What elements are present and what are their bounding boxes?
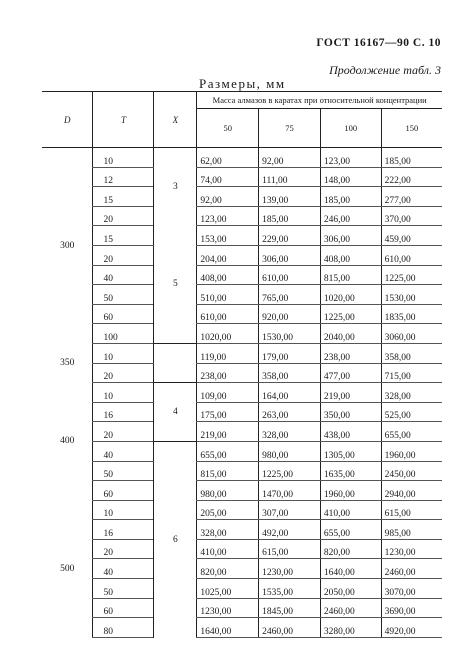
cell-t: 40 [93,265,154,285]
cell-t: 20 [93,539,154,559]
table-row [42,461,442,481]
cell-mass: 350,00 [320,402,381,422]
cell-mass: 655,00 [197,441,259,461]
cell-t: 10 [93,383,154,403]
cell-mass: 4920,00 [381,618,442,638]
cell-mass: 1470,00 [259,481,321,501]
cell-mass: 306,00 [320,226,381,246]
cell-t: 50 [93,579,154,599]
cell-t: 60 [93,304,154,324]
cell-mass: 123,00 [320,148,381,168]
cell-mass: 985,00 [381,520,442,540]
column-header-conc-150: 150 [381,109,442,148]
cell-mass: 715,00 [381,363,442,383]
cell-mass: 408,00 [320,245,381,265]
cell-mass: 980,00 [197,481,259,501]
cell-mass: 62,00 [197,148,259,168]
cell-x: 6 [154,441,197,637]
cell-mass: 1640,00 [197,618,259,638]
cell-mass: 219,00 [320,383,381,403]
cell-mass: 153,00 [197,226,259,246]
cell-mass: 219,00 [197,422,259,442]
cell-mass: 438,00 [320,422,381,442]
table-row [42,167,442,187]
cell-mass: 1020,00 [197,324,259,344]
cell-mass: 410,00 [197,539,259,559]
cell-t: 16 [93,402,154,422]
cell-mass: 277,00 [381,187,442,207]
cell-t: 20 [93,245,154,265]
cell-t: 60 [93,481,154,501]
cell-mass: 2050,00 [320,579,381,599]
cell-mass: 1635,00 [320,461,381,481]
diamond-mass-table [42,91,442,638]
table-row [42,187,442,207]
column-header-conc-100: 100 [320,109,381,148]
cell-mass: 179,00 [259,343,321,363]
cell-mass: 2040,00 [320,324,381,344]
cell-mass: 1025,00 [197,579,259,599]
table-row [42,422,442,442]
cell-mass: 358,00 [259,363,321,383]
cell-d: 350 [60,358,75,369]
cell-mass: 1230,00 [259,559,321,579]
cell-t: 100 [93,324,154,344]
cell-mass: 610,00 [197,304,259,324]
cell-mass: 185,00 [259,206,321,226]
table-caption: Размеры, мм [199,76,286,91]
table-row [42,285,442,305]
cell-mass: 175,00 [197,402,259,422]
cell-t: 50 [93,461,154,481]
column-header-x: X [154,92,197,148]
cell-mass: 459,00 [381,226,442,246]
cell-mass: 2450,00 [381,461,442,481]
cell-mass: 1225,00 [320,304,381,324]
column-header-conc-50: 50 [197,109,259,148]
cell-mass: 92,00 [197,187,259,207]
cell-mass: 1305,00 [320,441,381,461]
cell-mass: 92,00 [259,148,321,168]
table-row [42,383,442,403]
cell-mass: 328,00 [197,520,259,540]
cell-mass: 109,00 [197,383,259,403]
cell-mass: 229,00 [259,226,321,246]
cell-mass: 123,00 [197,206,259,226]
cell-mass: 477,00 [320,363,381,383]
cell-mass: 328,00 [259,422,321,442]
cell-t: 15 [93,187,154,207]
cell-t: 12 [93,167,154,187]
cell-mass: 246,00 [320,206,381,226]
cell-mass: 204,00 [197,245,259,265]
table-continuation-label: Продолжение табл. 3 [329,63,441,77]
cell-mass: 510,00 [197,285,259,305]
cell-mass: 1225,00 [259,461,321,481]
cell-t: 10 [93,500,154,520]
cell-mass: 205,00 [197,500,259,520]
table-row [42,500,442,520]
table-row [42,520,442,540]
table-row [42,304,442,324]
cell-mass: 410,00 [320,500,381,520]
cell-mass: 3070,00 [381,579,442,599]
cell-d: 300 [60,240,75,251]
column-header-mass: Масса алмазов в каратах при относительной концентрации [197,92,442,109]
cell-mass: 139,00 [259,187,321,207]
standard-header: ГОСТ 16167—90 С. 10 [316,37,441,49]
cell-mass: 1960,00 [320,481,381,501]
cell-mass: 306,00 [259,245,321,265]
cell-t: 20 [93,422,154,442]
cell-mass: 615,00 [259,539,321,559]
table-row [42,343,442,363]
cell-mass: 3060,00 [381,324,442,344]
table-row [42,481,442,501]
cell-mass: 610,00 [259,265,321,285]
table-row [42,441,442,461]
cell-mass: 74,00 [197,167,259,187]
cell-mass: 1020,00 [320,285,381,305]
cell-mass: 2940,00 [381,481,442,501]
cell-mass: 820,00 [320,539,381,559]
cell-x [154,343,197,382]
table-row [42,324,442,344]
cell-mass: 1535,00 [259,579,321,599]
cell-t: 60 [93,598,154,618]
cell-mass: 164,00 [259,383,321,403]
table-row [42,363,442,383]
table-body [42,148,442,638]
cell-mass: 1845,00 [259,598,321,618]
column-header-d: D [42,92,93,148]
cell-mass: 185,00 [381,148,442,168]
cell-mass: 238,00 [197,363,259,383]
cell-mass: 2460,00 [381,559,442,579]
cell-mass: 238,00 [320,343,381,363]
cell-mass: 815,00 [320,265,381,285]
cell-mass: 328,00 [381,383,442,403]
cell-mass: 1835,00 [381,304,442,324]
table-row [42,402,442,422]
cell-mass: 263,00 [259,402,321,422]
cell-t: 40 [93,441,154,461]
cell-d: 400 [60,436,75,447]
table-row [42,148,442,168]
cell-mass: 615,00 [381,500,442,520]
cell-mass: 1960,00 [381,441,442,461]
cell-mass: 358,00 [381,343,442,363]
cell-mass: 765,00 [259,285,321,305]
cell-mass: 1225,00 [381,265,442,285]
cell-mass: 111,00 [259,167,321,187]
cell-x: 4 [154,383,197,442]
cell-t: 50 [93,285,154,305]
cell-mass: 2460,00 [259,618,321,638]
table-row [42,559,442,579]
cell-mass: 525,00 [381,402,442,422]
column-header-t: T [93,92,154,148]
table-row [42,618,442,638]
cell-mass: 185,00 [320,187,381,207]
cell-mass: 1230,00 [197,598,259,618]
cell-t: 40 [93,559,154,579]
cell-t: 80 [93,618,154,638]
cell-x: 5 [154,226,197,344]
cell-t: 15 [93,226,154,246]
cell-t: 20 [93,363,154,383]
cell-mass: 222,00 [381,167,442,187]
cell-mass: 980,00 [259,441,321,461]
cell-mass: 3690,00 [381,598,442,618]
cell-mass: 655,00 [320,520,381,540]
table-row [42,206,442,226]
cell-mass: 2460,00 [320,598,381,618]
cell-mass: 307,00 [259,500,321,520]
cell-mass: 148,00 [320,167,381,187]
cell-mass: 815,00 [197,461,259,481]
cell-mass: 1530,00 [259,324,321,344]
cell-mass: 1230,00 [381,539,442,559]
cell-mass: 370,00 [381,206,442,226]
cell-mass: 655,00 [381,422,442,442]
table-row [42,598,442,618]
table-row [42,265,442,285]
cell-t: 20 [93,206,154,226]
cell-mass: 3280,00 [320,618,381,638]
table-row [42,226,442,246]
cell-mass: 920,00 [259,304,321,324]
cell-d: 500 [60,563,75,574]
cell-x: 3 [154,148,197,226]
cell-t: 10 [93,148,154,168]
cell-mass: 820,00 [197,559,259,579]
cell-mass: 1640,00 [320,559,381,579]
cell-mass: 119,00 [197,343,259,363]
cell-mass: 408,00 [197,265,259,285]
table-row [42,245,442,265]
table-row [42,579,442,599]
cell-mass: 492,00 [259,520,321,540]
cell-mass: 610,00 [381,245,442,265]
table-row [42,539,442,559]
cell-t: 10 [93,343,154,363]
column-header-conc-75: 75 [259,109,321,148]
cell-mass: 1530,00 [381,285,442,305]
cell-t: 16 [93,520,154,540]
